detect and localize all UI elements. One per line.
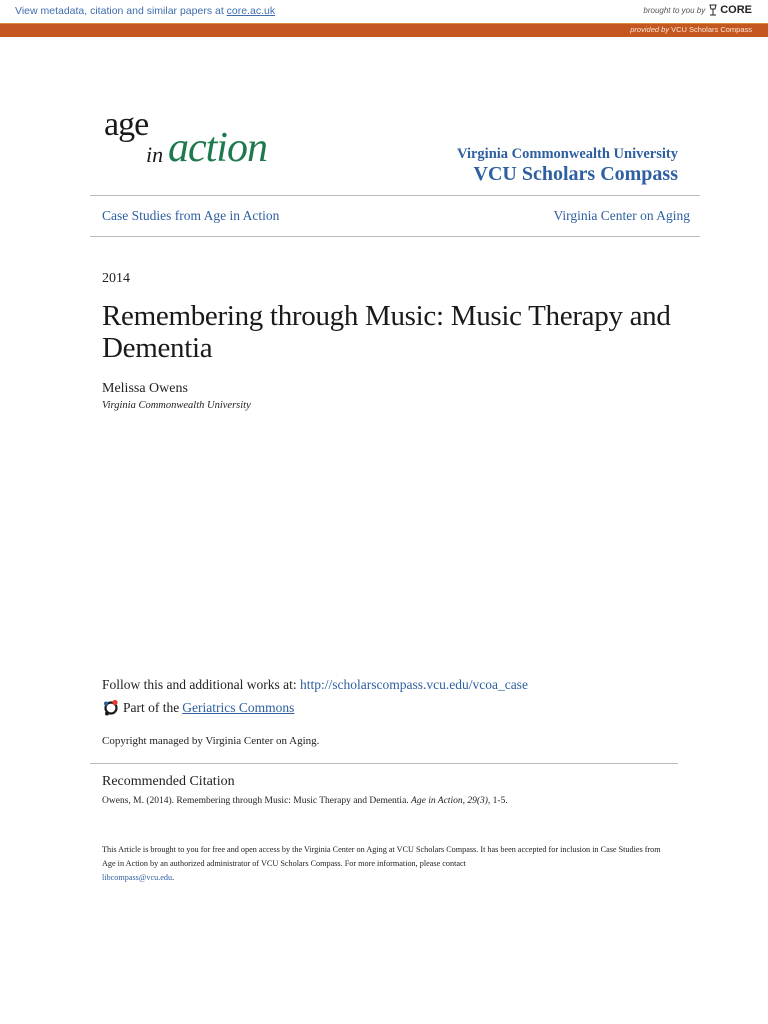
core-banner <box>0 0 768 24</box>
core-metadata-text <box>15 5 275 17</box>
part-of-line <box>102 699 294 717</box>
repository-name: VCU Scholars Compass <box>473 163 678 185</box>
header-divider-bottom <box>90 236 700 237</box>
publication-year: 2014 <box>102 271 130 286</box>
citation-text <box>102 796 508 806</box>
footnote-text: This Article is brought to you for free and open access by the Virginia Center on Aging at VCU Scholars Compass. It has been accepted for inclusion in Case Studies from Age in Action by an authorized administrator of VCU Scholars Compass. For more information, please contact <box>102 845 661 868</box>
author-affiliation: Virginia Commonwealth University <box>102 400 251 411</box>
core-metadata-prefix: View metadata, citation and similar papers at <box>15 5 224 17</box>
core-link[interactable]: core.ac.uk <box>226 5 276 17</box>
follow-prefix: Follow this and additional works at: <box>102 677 297 692</box>
provider-bar <box>0 24 768 37</box>
provided-by-name: VCU Scholars Compass <box>671 25 752 34</box>
provided-by-text <box>630 25 752 34</box>
citation-divider <box>90 763 678 764</box>
brought-to-you-text: brought to you by <box>643 5 706 15</box>
follow-line <box>102 677 528 693</box>
core-logo[interactable] <box>708 4 752 16</box>
logo-in-word: in <box>146 142 164 167</box>
follow-url-link[interactable]: http://scholarscompass.vcu.edu/vcoa_case <box>300 677 528 692</box>
article-title: Remembering through Music: Music Therapy and Dementia <box>102 300 671 364</box>
author-name: Melissa Owens <box>102 381 188 396</box>
header-divider-top <box>90 195 700 196</box>
copyright-notice: Copyright managed by Virginia Center on Aging. <box>102 735 320 747</box>
part-of-prefix: Part of the <box>123 700 180 715</box>
series-link[interactable]: Case Studies from Age in Action <box>102 208 280 223</box>
repository-logo[interactable] <box>457 146 678 186</box>
citation-journal: Age in Action, 29(3), <box>411 796 491 806</box>
footnote-end: . <box>172 873 175 882</box>
citation-main: Owens, M. (2014). Remembering through Music: Music Therapy and Dementia. <box>102 796 409 806</box>
core-brand <box>643 4 752 16</box>
access-footnote <box>102 843 672 885</box>
center-link[interactable]: Virginia Center on Aging <box>553 208 690 223</box>
citation-pages: 1-5. <box>492 796 508 806</box>
core-logo-text: CORE <box>720 4 752 16</box>
university-name: Virginia Commonwealth University <box>457 146 678 162</box>
geriatrics-commons-link[interactable]: Geriatrics Commons <box>182 700 295 715</box>
provided-by-prefix: provided by <box>630 25 670 34</box>
age-in-action-logo <box>104 106 284 178</box>
logo-action-word: action <box>168 125 267 171</box>
contact-email-link[interactable]: libcompass@vcu.edu <box>102 873 173 882</box>
logo-age-word: age <box>104 106 149 143</box>
core-lamp-icon <box>708 4 718 16</box>
recommended-citation-heading: Recommended Citation <box>102 774 235 789</box>
commons-network-icon <box>102 699 120 717</box>
